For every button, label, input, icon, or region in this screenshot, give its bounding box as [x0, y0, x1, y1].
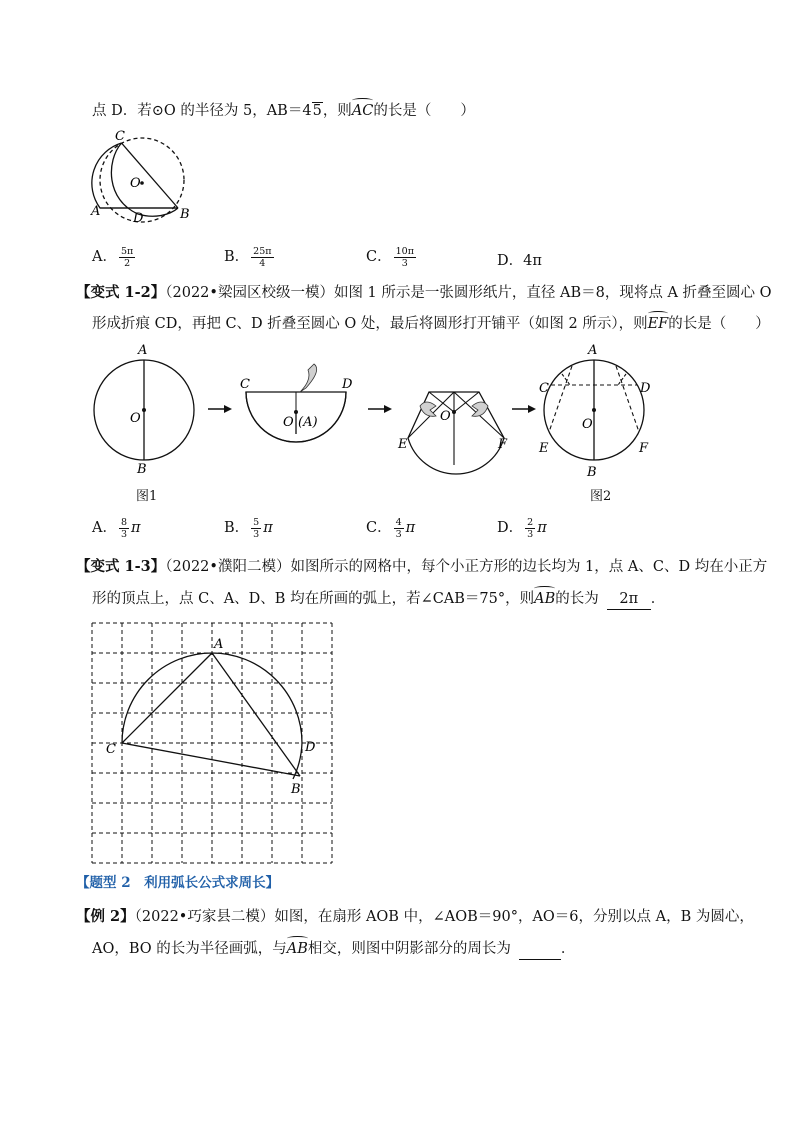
q1-option-b-num: 25π — [253, 245, 272, 257]
v13-label-a: A — [214, 637, 224, 652]
v12-option-a-tail: π — [131, 520, 141, 536]
ex2-tag: 【例 2】 — [76, 908, 135, 925]
v12-fig-1a — [94, 343, 194, 477]
v13-arc-symbol: AB — [534, 591, 556, 607]
v12-fig1c-o: O — [440, 409, 451, 424]
v13-answer-blank[interactable] — [607, 589, 651, 610]
v12-option-c-num: 4 — [395, 516, 402, 528]
ex2-line1 — [76, 907, 754, 927]
v13-label-d: D — [305, 740, 316, 755]
v12-option-d-frac — [525, 517, 535, 540]
v12-option-b[interactable] — [224, 516, 273, 540]
v13-line2c: ． — [650, 591, 666, 607]
v12-fold-arrow-1 — [300, 364, 317, 392]
v12-fig2-d: D — [640, 381, 651, 396]
v12-fig-2 — [538, 343, 651, 480]
q1-folded-arc — [111, 143, 178, 216]
v13-line2 — [92, 589, 665, 610]
v13-tag: 【变式 1-3】 — [76, 558, 166, 575]
q1-sqrt: 5 — [312, 103, 322, 119]
arrow-right-icon — [512, 405, 536, 413]
v12-fig1a-o: O — [130, 411, 141, 426]
q1-option-c-letter: C． — [366, 249, 392, 265]
q1-label-d: D — [133, 211, 144, 226]
v12-option-c[interactable] — [366, 516, 415, 540]
section2-title: 【题型 2 利用弧长公式求周长】 — [76, 875, 280, 891]
v12-fig1c-f: F — [498, 437, 508, 452]
v12-option-b-frac — [251, 517, 261, 540]
v12-option-d-letter: D． — [497, 520, 524, 536]
v12-line1-text: （2022•梁园区校级一模）如图 1 所示是一张圆形纸片，直径 AB＝8，现将点 A 折叠至圆心 O — [165, 285, 772, 301]
v13-line1 — [76, 557, 767, 577]
v12-option-d-tail: π — [537, 520, 547, 536]
v12-option-a[interactable] — [92, 516, 141, 540]
q1-stem — [92, 101, 475, 121]
q1-option-b[interactable] — [224, 245, 276, 269]
v12-fig2-c: C — [539, 381, 549, 396]
v13-line1-text: （2022•濮阳二模）如图所示的网格中，每个小正方形的边长均为 1，点 A、C、D 均在小正方 — [165, 559, 768, 575]
ex2-line2a: AO，BO 的长为半径画弧，与 — [92, 941, 287, 957]
v12-fig1a-b: B — [137, 462, 147, 477]
v12-tag: 【变式 1-2】 — [76, 284, 166, 301]
q1-option-d-text: 4π — [523, 253, 542, 269]
v12-arc-symbol: EF — [647, 316, 669, 332]
q1-option-a-num: 5π — [120, 245, 134, 257]
v12-fig1b-c: C — [240, 377, 250, 392]
v12-fig1a-a: A — [138, 343, 148, 358]
v12-fig-1c — [397, 392, 508, 474]
v12-option-d[interactable] — [497, 516, 547, 540]
v12-option-b-den: 3 — [253, 528, 260, 540]
v13-label-b: B — [291, 782, 301, 797]
v12-option-a-letter: A． — [92, 520, 117, 536]
v13-grid — [92, 623, 332, 863]
v12-fig2-b: B — [587, 465, 597, 480]
v12-fig1c-e: E — [398, 437, 408, 452]
v12-fig2-o: O — [582, 417, 593, 432]
q1-option-a-letter: A． — [92, 249, 117, 265]
v12-fig2-f: F — [639, 441, 649, 456]
q1-option-a-frac — [119, 246, 135, 269]
q1-option-c-num: 10π — [395, 245, 414, 257]
v12-option-b-tail: π — [263, 520, 273, 536]
ex2-line2c: ． — [560, 941, 576, 957]
v12-option-a-frac — [119, 517, 129, 540]
ex2-line2 — [92, 939, 575, 960]
v12-option-c-letter: C． — [366, 520, 392, 536]
v13-line2a: 形的顶点上，点 C、A、D、B 均在所画的弧上，若∠CAB＝75°，则 — [92, 591, 535, 607]
q1-option-a[interactable] — [92, 245, 137, 269]
v12-option-d-den: 3 — [527, 528, 534, 540]
ex2-answer-blank[interactable] — [519, 939, 561, 960]
q1-stem-b: ，则 — [322, 103, 352, 119]
q1-label-b: B — [180, 207, 190, 222]
q1-figure — [88, 126, 198, 226]
v12-line2b: 的长是（ ） — [668, 316, 770, 332]
v12-fig1b-o: O — [283, 415, 294, 430]
v12-fig2-e: E — [539, 441, 549, 456]
v12-figure — [84, 340, 664, 505]
q1-option-c-frac — [394, 246, 416, 269]
v12-fold-arrow-3 — [472, 402, 488, 416]
v13-segment-cb — [122, 743, 300, 776]
q1-label-c: C — [115, 129, 125, 144]
q1-circle-dashed — [100, 138, 184, 222]
v12-line1 — [76, 283, 772, 303]
ex2-line1-text: （2022•巧家县二模）如图，在扇形 AOB 中，∠AOB＝90°，AO＝6，分别以点 A，B 为圆心， — [134, 909, 754, 925]
q1-option-b-letter: B． — [224, 249, 250, 265]
v13-line2b: 的长为 — [555, 591, 599, 607]
q1-option-c-den: 3 — [401, 257, 408, 269]
q1-label-o: O — [130, 176, 141, 191]
v12-option-c-tail: π — [405, 520, 416, 536]
q1-stem-a: 点 D．若⊙O 的半径为 5，AB＝4 — [92, 103, 312, 119]
arrow-right-icon — [368, 405, 392, 413]
v12-fig1b-pa: (A) — [298, 415, 318, 430]
v13-grid-figure — [88, 616, 338, 866]
v12-option-b-num: 5 — [253, 516, 260, 528]
q1-option-d[interactable] — [497, 249, 542, 270]
v12-option-c-frac — [394, 517, 404, 540]
q1-arc-symbol: AC — [351, 103, 374, 119]
v12-option-a-num: 8 — [120, 516, 128, 528]
v12-fig2-a: A — [588, 343, 598, 358]
arrow-right-icon — [208, 405, 232, 413]
v13-label-c: C — [106, 742, 116, 757]
q1-option-c[interactable] — [366, 245, 418, 269]
ex2-line2b: 相交，则图中阴影部分的周长为 — [307, 941, 511, 957]
q1-option-a-den: 2 — [124, 257, 131, 269]
q1-stem-c: 的长是（ ） — [373, 103, 475, 119]
v12-option-a-den: 3 — [120, 528, 128, 540]
v12-option-c-den: 3 — [395, 528, 402, 540]
v13-segment-ab — [212, 653, 300, 776]
v13-segment-ac — [122, 653, 212, 743]
q1-option-b-den: 4 — [259, 257, 266, 269]
v12-line2a: 形成折痕 CD，再把 C、D 折叠至圆心 O 处，最后将圆形打开铺平（如图 2 所示），则 — [92, 316, 648, 332]
v12-fig-1b — [240, 364, 353, 442]
v12-fold-arrow-2 — [420, 402, 436, 416]
v12-option-b-letter: B． — [224, 520, 250, 536]
v12-fig1-caption: 图1 — [136, 489, 158, 504]
q1-option-b-frac — [251, 246, 273, 269]
q1-center-dot — [140, 181, 144, 185]
ex2-arc-symbol: AB — [286, 941, 308, 957]
v12-fig1b-d: D — [342, 377, 353, 392]
v12-option-d-num: 2 — [527, 516, 534, 528]
q1-label-a: A — [91, 204, 101, 219]
v12-fig2-caption: 图2 — [590, 489, 612, 504]
v13-answer: 2π — [619, 591, 639, 607]
v12-line2 — [92, 314, 770, 334]
q1-option-d-letter: D． — [497, 253, 524, 269]
